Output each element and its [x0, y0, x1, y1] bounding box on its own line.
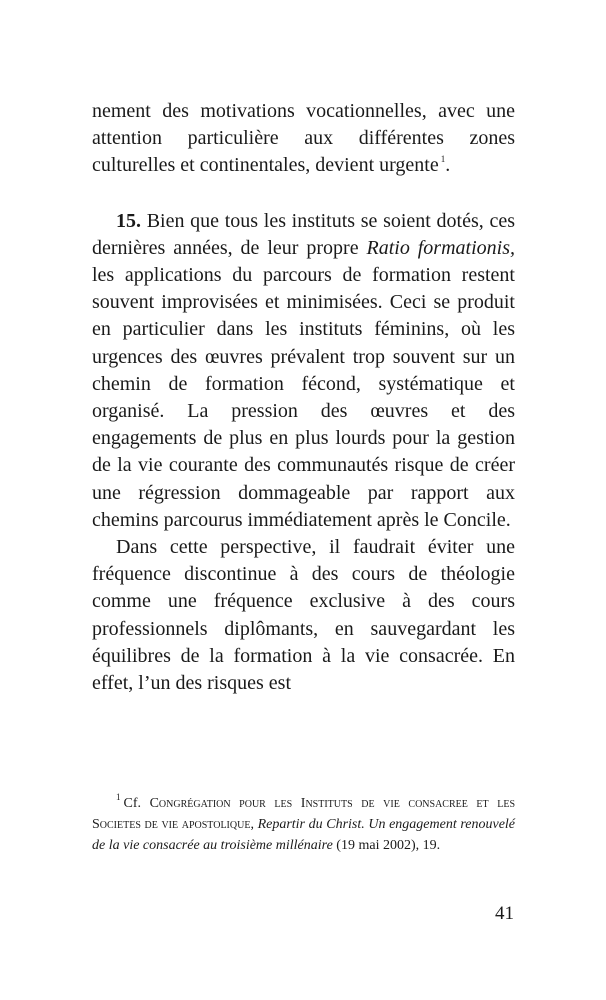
- footnote-prefix: Cf.: [123, 796, 150, 811]
- paragraph-continued: [92, 98, 515, 180]
- paragraph-15-text-b: les applications du parcours de formation restent souvent improvisées et minimisées. Ceci se produit en particulier dans les instituts féminins, où les urgences des œuvres prévalent trop souvent sur un chemin de formation fécond, systématique et organisé. La pression des œuvres et des engagements de plus en plus lourds pour la gestion de la vie courante des communautés risque de créer une régression dommageable par rapport aux chemins parcourus immédiatement après le Concile.: [92, 264, 515, 531]
- paragraph-15-italic: Ratio formationis,: [366, 236, 515, 259]
- paragraph-perspective: [92, 534, 515, 697]
- paragraph-number: 15.: [116, 209, 141, 232]
- footnote-title: Repartir du Christ. Un engagement renouvelé de la vie consacrée au troisième millénaire: [92, 817, 516, 853]
- footnote-marker: 1: [116, 792, 121, 803]
- footnote-author: Congrégation pour les Instituts de vie consacree et les Societes de vie apostolique: [92, 796, 516, 832]
- page-number: 41: [495, 903, 514, 924]
- paragraph-15: [92, 208, 515, 534]
- page-body: [92, 98, 515, 697]
- footnote: [92, 793, 515, 856]
- footnote-suffix: (19 mai 2002), 19.: [332, 838, 441, 853]
- paragraph-continued-end: .: [445, 154, 451, 177]
- paragraph-15-text-a: Bien que tous les instituts se soient dotés, ces dernières années, de leur propre: [92, 209, 515, 259]
- paragraph-perspective-text: Dans cette perspective, il faudrait éviter une fréquence discontinue à des cours de théologie comme une fréquence exclusive à des cours professionnels diplômants, en sauvegardant les équilibres de la formation à la vie consacrée. En effet, l’un des risques est: [92, 536, 515, 695]
- footnote-reference[interactable]: 1: [440, 153, 446, 164]
- footnote-separator: ,: [250, 817, 258, 832]
- paragraph-continued-text: nement des motivations vocationnelles, avec une attention particulière aux différentes zones culturelles et continentales, devient urgente: [92, 100, 515, 177]
